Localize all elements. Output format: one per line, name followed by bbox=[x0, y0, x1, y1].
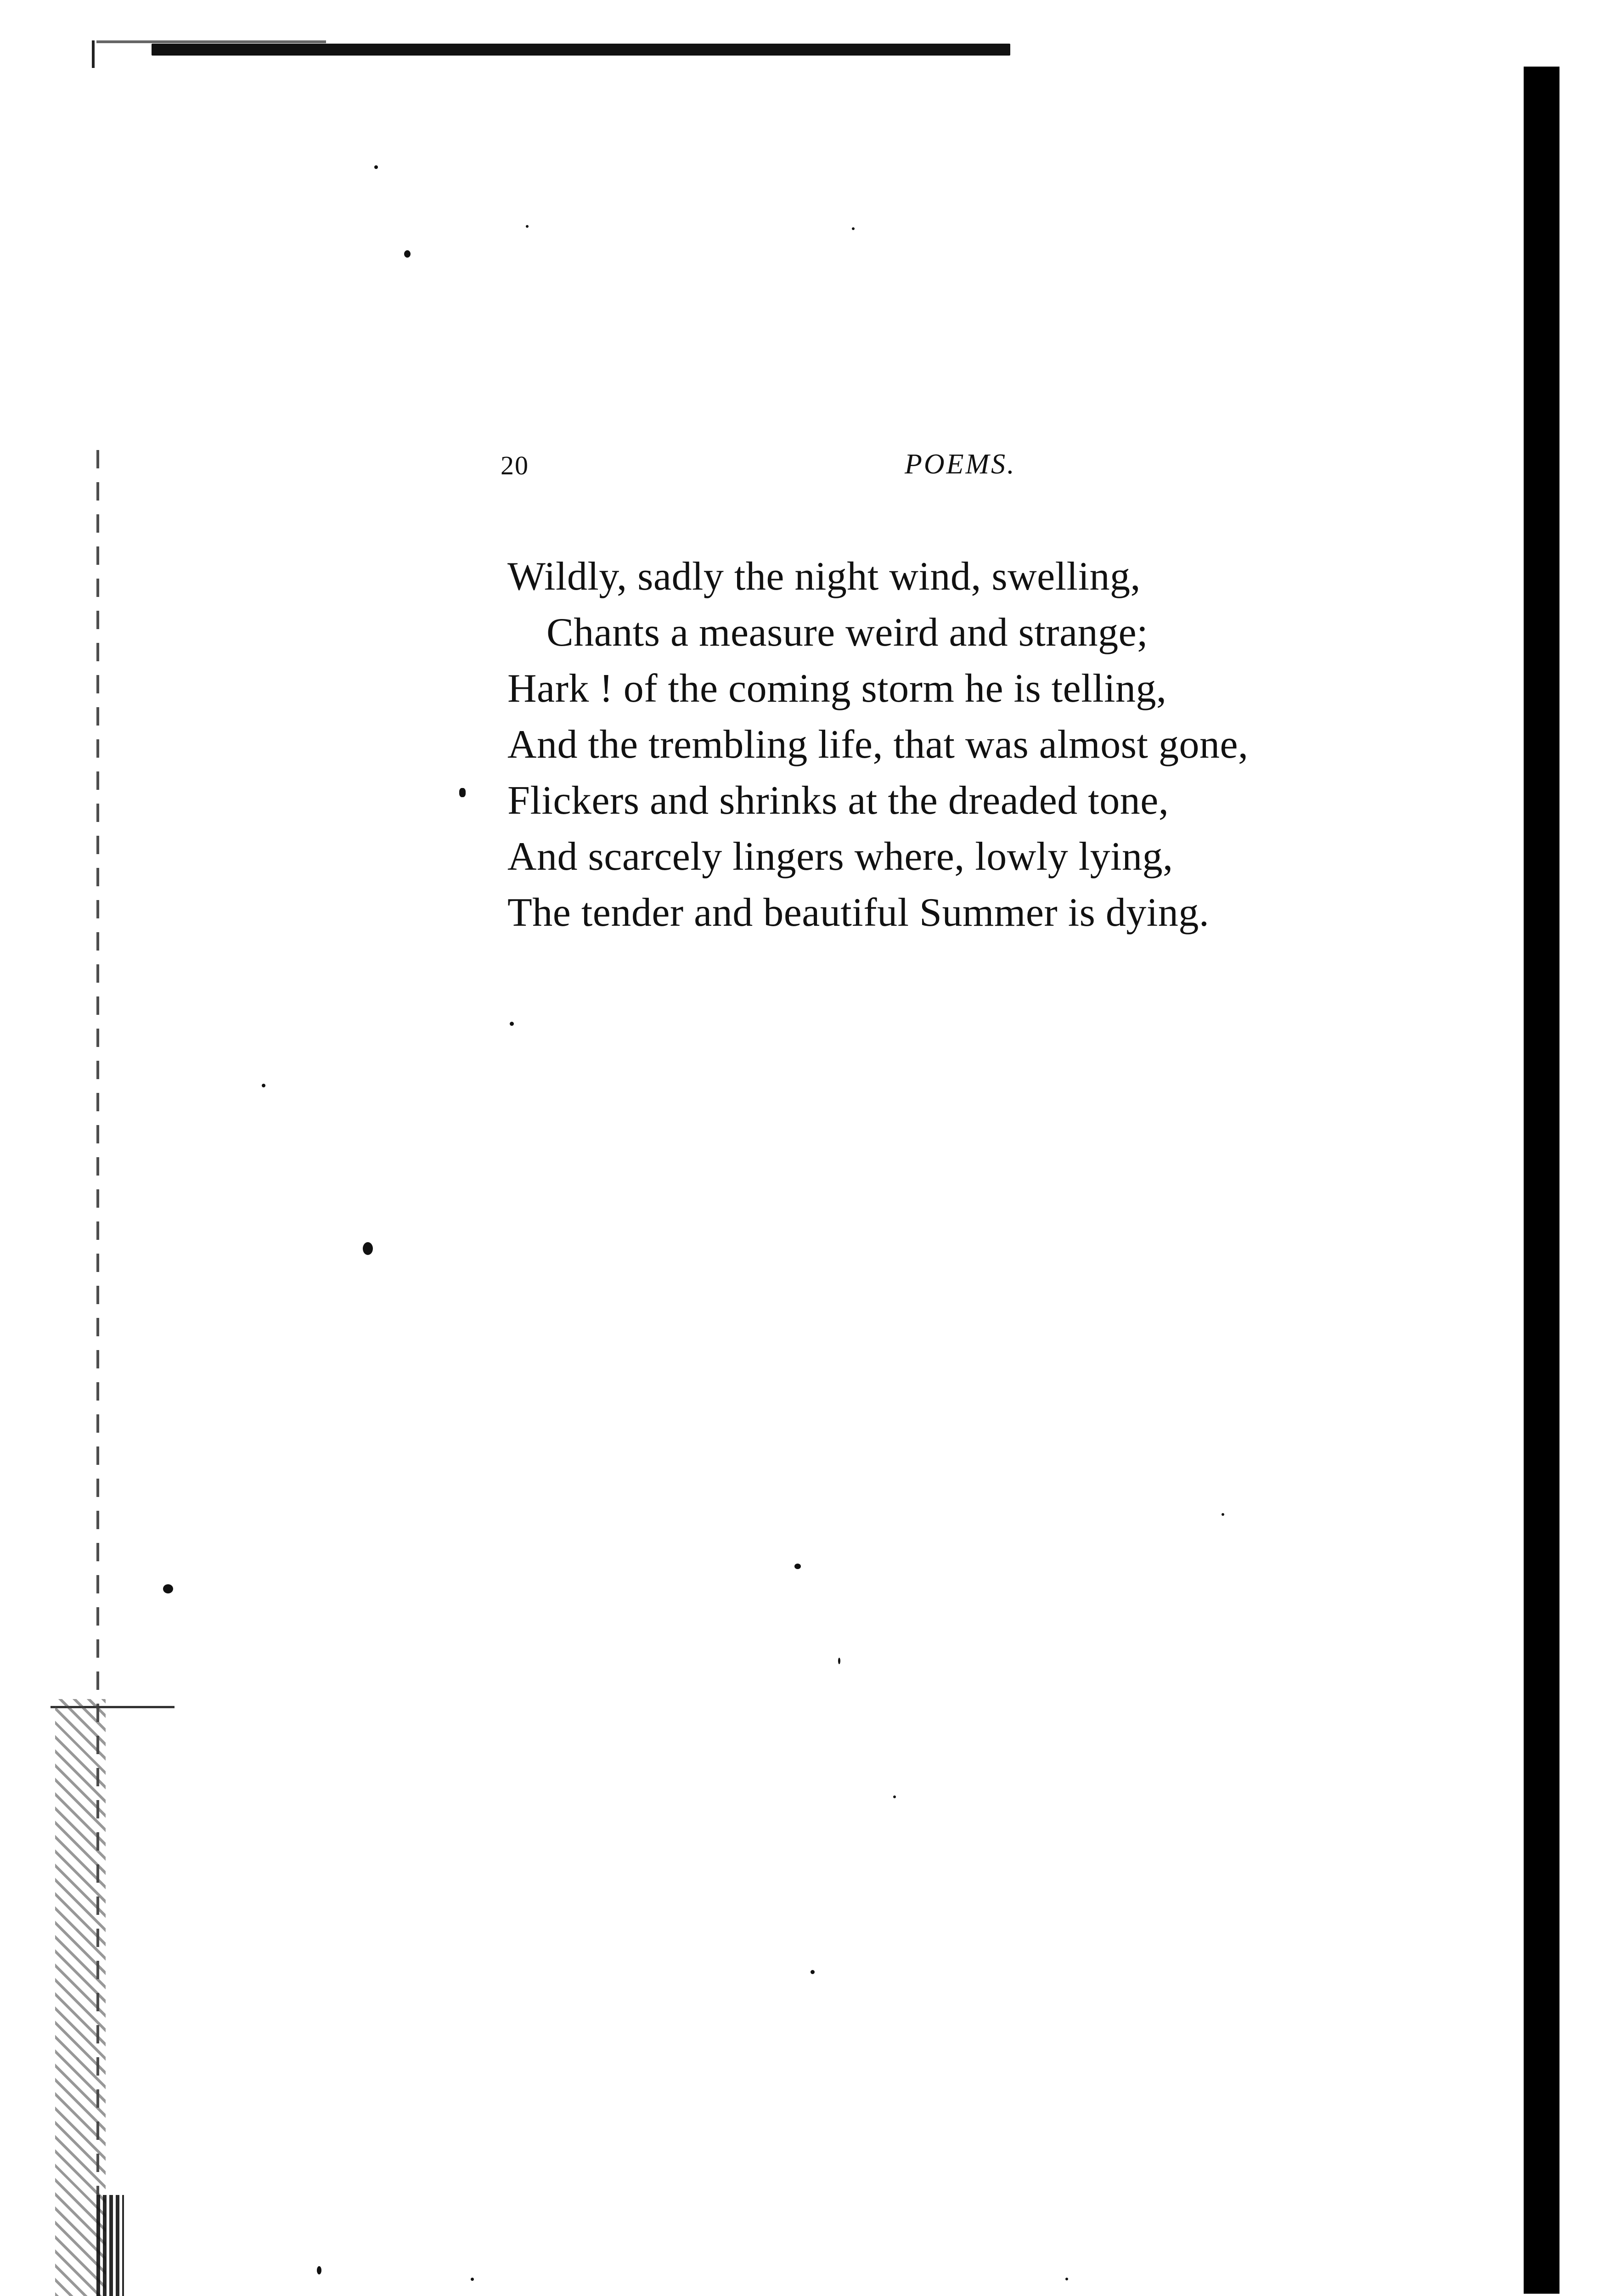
scan-speck bbox=[374, 165, 378, 169]
scan-speck bbox=[811, 1970, 815, 1974]
poem-line: Wildly, sadly the night wind, swelling, bbox=[507, 554, 1141, 599]
scan-speck bbox=[510, 1022, 514, 1026]
scan-speck bbox=[838, 1658, 840, 1664]
poem-line: Flickers and shrinks at the dreaded tone, bbox=[507, 778, 1169, 823]
poem-line: And the trembling life, that was almost gone, bbox=[507, 722, 1249, 767]
scan-speck bbox=[471, 2278, 474, 2281]
poem-stanza bbox=[507, 549, 1495, 941]
scan-top-edge-mark bbox=[96, 40, 326, 43]
poem-line: Chants a measure weird and strange; bbox=[546, 610, 1148, 655]
scan-top-rule bbox=[152, 44, 1010, 56]
poem-line: The tender and beautiful Summer is dying. bbox=[507, 890, 1210, 935]
scan-speck bbox=[893, 1795, 896, 1798]
poem-line: And scarcely lingers where, lowly lying, bbox=[507, 834, 1173, 879]
scan-speck bbox=[852, 227, 855, 230]
margin-mark bbox=[459, 788, 466, 797]
scan-speck bbox=[317, 2266, 321, 2274]
running-head: POEMS. bbox=[905, 449, 1016, 480]
scan-speck bbox=[1222, 1513, 1224, 1516]
scan-speck bbox=[404, 250, 411, 258]
scan-bottom-left-block bbox=[96, 2195, 124, 2296]
scan-speck bbox=[163, 1584, 173, 1593]
poem-line: Hark ! of the coming storm he is telling, bbox=[507, 666, 1167, 711]
scan-speck bbox=[262, 1084, 265, 1087]
scan-speck bbox=[1065, 2278, 1068, 2280]
page-number: 20 bbox=[501, 450, 529, 480]
scan-speck bbox=[526, 225, 529, 228]
scan-speck bbox=[794, 1564, 801, 1569]
scan-corner-mark bbox=[92, 40, 95, 68]
scan-speck bbox=[363, 1242, 373, 1255]
scan-right-edge-bar bbox=[1524, 67, 1559, 2294]
